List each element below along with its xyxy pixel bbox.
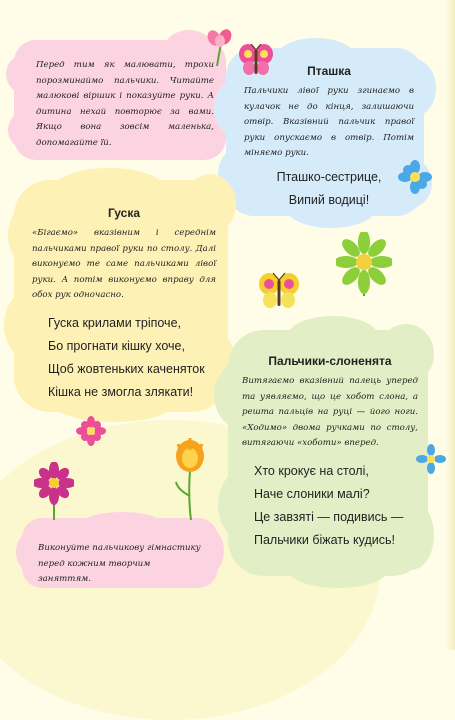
- poem-line: Наче слоники малі?: [254, 486, 370, 501]
- ptashka-poem: [244, 166, 414, 212]
- slonenyata-text: Витягаємо вказівний палець уперед та уявляємо, що це хобот слона, а решта пальців на руці — його ноги. «Ходимо» двома ручками по столу, витягаючи «хоботи» вперед.: [242, 376, 418, 448]
- slonenyata-poem: [254, 460, 418, 552]
- poem-line: Щоб жовтеньких каченяток: [48, 361, 205, 376]
- ptashka-text: Пальчики лівої руки згинаємо в кулачок не до кінця, залишаючи отвір. Вказівний пальчик правої руки опускаємо в отвір. Потім міняємо руки.: [244, 86, 414, 158]
- page-edge: [445, 0, 455, 650]
- flower-icon: [166, 436, 216, 522]
- ptashka-section: [244, 64, 414, 212]
- poem-line: Це завзяті — подивись —: [254, 509, 404, 524]
- flower-icon: [76, 416, 106, 446]
- flower-icon: [205, 28, 235, 68]
- poem-line: Бо прогнати кішку хоче,: [48, 338, 185, 353]
- guska-poem: [48, 312, 216, 404]
- poem-line: Випий водиці!: [288, 192, 370, 207]
- poem-line: Гуска крилами тріпоче,: [48, 315, 181, 330]
- intro-text: Перед тим як малювати, трохи порозминаймо пальчики. Читайте малюкові віршик і показуйте руки. А дитина нехай повторює за вами. Якщо вона зовсім маленька, допомагайте їй.: [36, 60, 214, 148]
- guska-section: [32, 206, 216, 404]
- flower-icon: [34, 462, 74, 522]
- poem-line: Кішка не змогла злякати!: [48, 384, 194, 399]
- slonenyata-title: Пальчики-слоненята: [268, 354, 392, 368]
- slonenyata-section: [242, 354, 418, 552]
- flower-icon: [416, 444, 446, 474]
- footer-note-section: [38, 541, 206, 588]
- poem-line: Пташко-сестрице,: [276, 169, 382, 184]
- butterfly-icon: [238, 42, 274, 78]
- butterfly-icon: [258, 272, 300, 310]
- flower-icon: [398, 160, 432, 194]
- poem-line: Хто крокує на столі,: [254, 463, 369, 478]
- guska-text: «Бігаємо» вказівним і середнім пальчиками правої руки по столу. Далі виконуємо те саме пальчиками лівої руки. А потім виконуємо вправу для обох рук одночасно.: [32, 228, 216, 300]
- footer-note-text: Виконуйте пальчикову гімнастику перед кожним творчим заняттям.: [38, 543, 201, 584]
- flower-icon: [336, 232, 392, 298]
- guska-title: Гуска: [107, 206, 141, 220]
- poem-line: Пальчики біжать кудись!: [254, 532, 395, 547]
- intro-section: [36, 58, 214, 151]
- ptashka-title: Пташка: [307, 64, 351, 78]
